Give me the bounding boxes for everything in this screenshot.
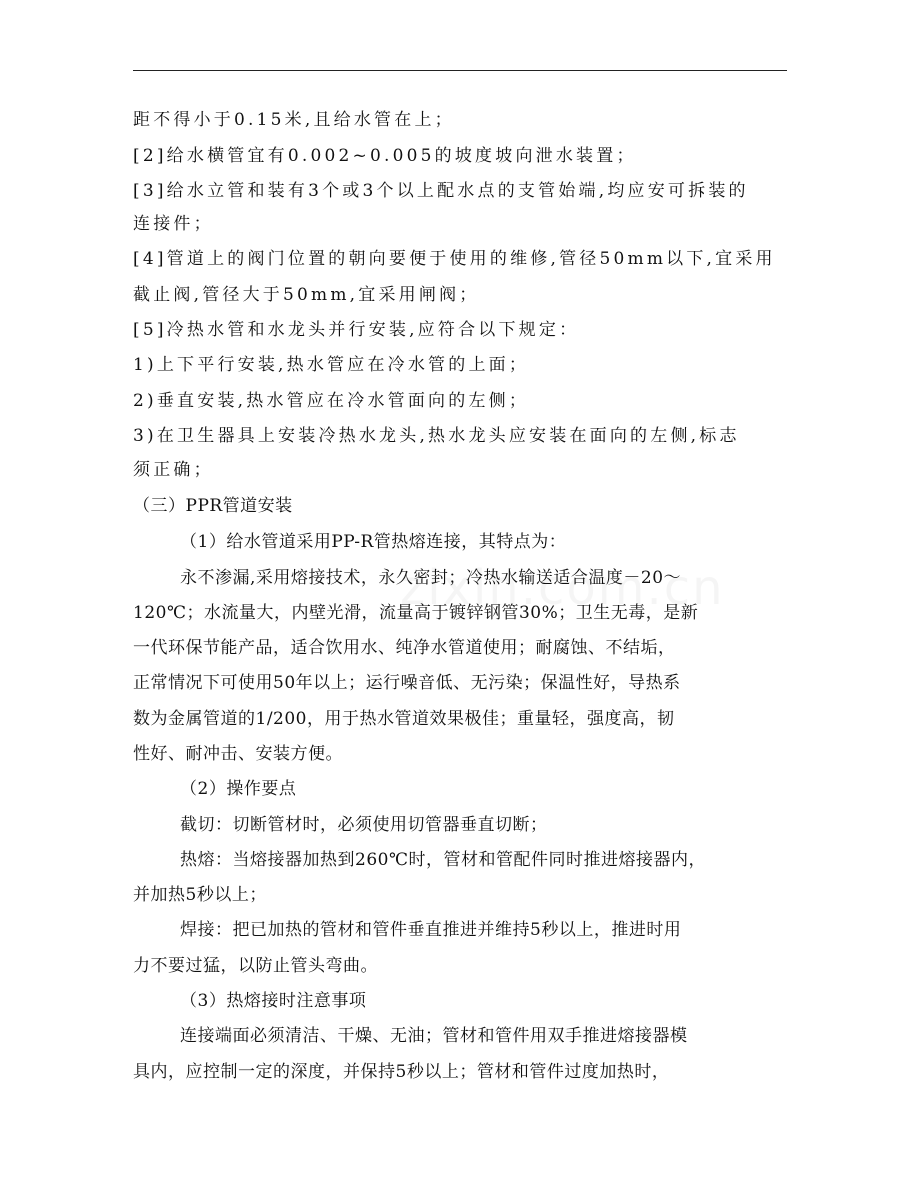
text-line: [5]冷热水管和水龙头并行安装,应符合以下规定： (133, 320, 580, 340)
text-line: [4]管道上的阀门位置的朝向要便于使用的维修,管径50mm以下,宜采用 (133, 249, 776, 269)
text-line: 永不渗漏,采用熔接技术，永久密封；冷热水输送适合温度－20～ (180, 568, 682, 588)
text-line: 具内，应控制一定的深度，并保持5秒以上；管材和管件过度加热时， (133, 1062, 670, 1082)
text-line: 须正确； (133, 460, 214, 480)
text-line: 正常情况下可使用50年以上；运行噪音低、无污染；保温性好，导热系 (133, 673, 681, 693)
text-line: 热熔：当熔接器加热到260℃时，管材和管配件同时推进熔接器内， (180, 850, 706, 870)
text-line: 连接端面必须清洁、干燥、无油；管材和管件用双手推进熔接器模 (180, 1026, 688, 1046)
text-line: 数为金属管道的1/200，用于热水管道效果极佳；重量轻，强度高，韧 (133, 709, 675, 729)
text-line: [3]给水立管和装有3个或3个以上配水点的支管始端,均应安可拆装的 (133, 181, 749, 201)
text-line: 2)垂直安装,热水管应在冷水管面向的左侧； (133, 391, 530, 411)
text-line: 力不要过猛，以防止管头弯曲。 (133, 956, 378, 976)
text-line: 连接件； (133, 214, 214, 234)
text-line: 3)在卫生器具上安装冷热水龙头,热水龙头应安装在面向的左侧,标志 (133, 426, 740, 446)
subsection-heading: （2）操作要点 (180, 779, 297, 799)
text-line: 焊接：把已加热的管材和管件垂直推进并维持5秒以上，推进时用 (180, 920, 682, 940)
subsection-heading: （3）热熔接时注意事项 (180, 991, 367, 1011)
header-rule (133, 70, 787, 71)
subsection-heading: （1）给水管道采用PP-R管热熔连接，其特点为： (180, 532, 567, 552)
text-line: 一代环保节能产品，适合饮用水、纯净水管道使用；耐腐蚀、不结垢， (133, 638, 676, 658)
text-line: 距不得小于0.15米,且给水管在上； (133, 110, 455, 130)
section-heading: （三）PPR管道安装 (133, 496, 293, 516)
text-line: 120℃；水流量大，内壁光滑，流量高于镀锌钢管30%；卫生无毒，是新 (133, 603, 699, 623)
text-line: 性好、耐冲击、安装方便。 (133, 744, 343, 764)
text-line: 1)上下平行安装,热水管应在冷水管的上面； (133, 355, 530, 375)
text-line: 并加热5秒以上； (133, 885, 267, 905)
text-line: 截止阀,管径大于50mm,宜采用闸阀； (133, 285, 480, 305)
text-line: [2]给水横管宜有0.002~0.005的坡度坡向泄水装置； (133, 146, 637, 166)
text-line: 截切：切断管材时，必须使用切管器垂直切断； (180, 815, 548, 835)
